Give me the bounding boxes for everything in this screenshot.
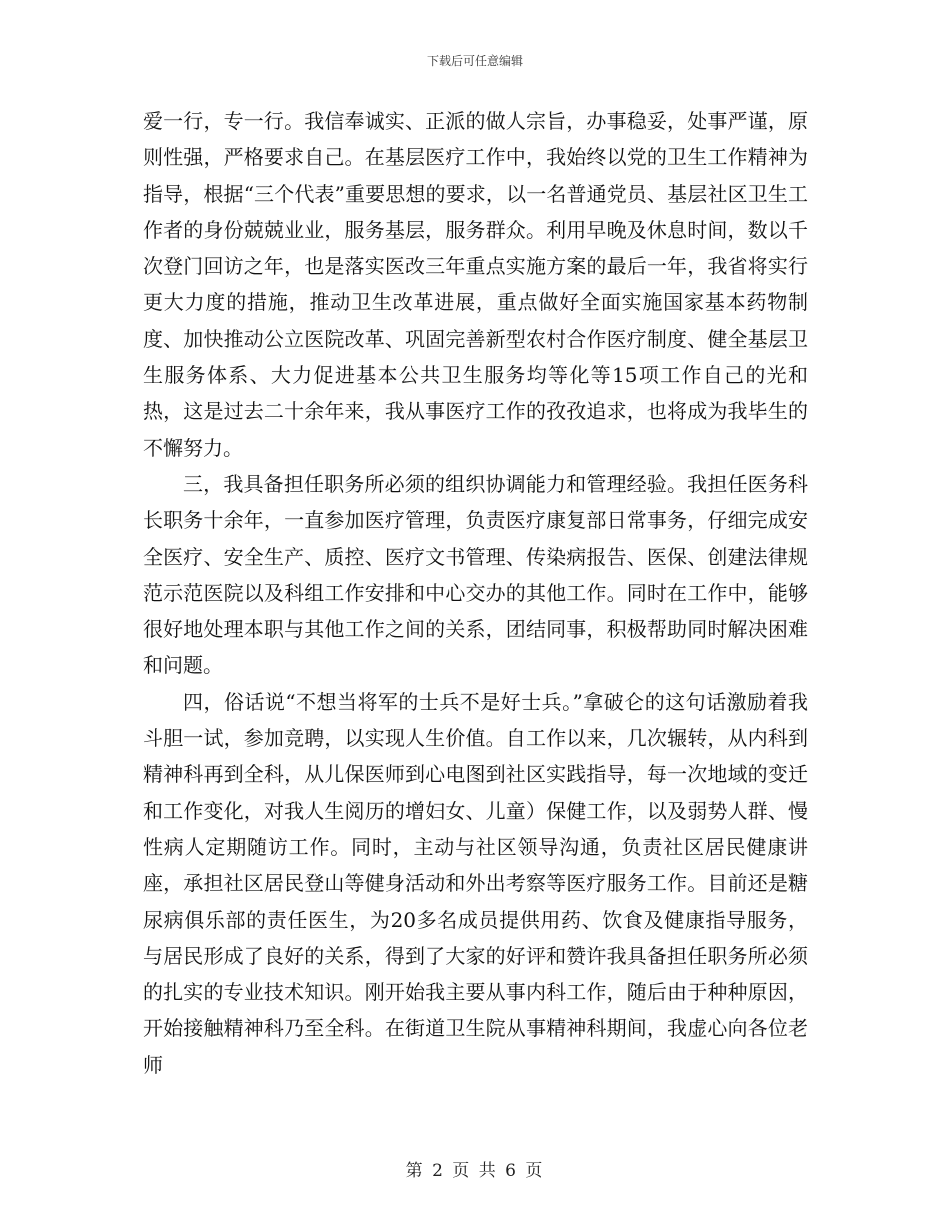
- paragraph-2: 三，我具备担任职务所必须的组织协调能力和管理经验。我担任医务科长职务十余年，一直参加医疗管理，负责医疗康复部日常事务，仔细完成安全医疗、安全生产、质控、医疗文书管理、传染病报告、医保、创建法律规范示范医院以及科组工作安排和中心交办的其他工作。同时在工作中，能够很好地处理本职与其他工作之间的关系，团结同事，积极帮助同时解决困难和问题。: [143, 471, 808, 678]
- page-header: 下载后可任意编辑: [426, 54, 523, 68]
- paragraph-1: 爱一行，专一行。我信奉诚实、正派的做人宗旨，办事稳妥，处事严谨，原则性强，严格要求自己。在基层医疗工作中，我始终以党的卫生工作精神为指导，根据“三个代表”重要思想的要求，以一名普通党员、基层社区卫生工作者的身份兢兢业业，服务基层，服务群众。利用早晚及休息时间，数以千次登门回访之年，也是落实医改三年重点实施方案的最后一年，我省将实行更大力度的措施，推动卫生改革进展，重点做好全面实施国家基本药物制度、加快推动公立医院改革、巩固完善新型农村合作医疗制度、健全基层卫生服务体系、大力促进基本公共卫生服务均等化等15项工作自己的光和热，这是过去二十余年来，我从事医疗工作的孜孜追求，也将成为我毕生的不懈努力。: [143, 109, 808, 460]
- page-footer: 第 2 页 共 6 页: [405, 1161, 545, 1181]
- paragraph-3: 四，俗话说“不想当将军的士兵不是好士兵。”拿破仑的这句话激励着我斗胆一试，参加竞聘，以实现人生价值。自工作以来，几次辗转，从内科到精神科再到全科，从儿保医师到心电图到社区实践指导，每一次地域的变迁和工作变化，对我人生阅历的增妇女、儿童）保健工作，以及弱势人群、慢性病人定期随访工作。同时，主动与社区领导沟通，负责社区居民健康讲座，承担社区居民登山等健身活动和外出考察等医疗服务工作。目前还是糖尿病俱乐部的责任医生，为20多名成员提供用药、饮食及健康指导服务，与居民形成了良好的关系，得到了大家的好评和赞许我具备担任职务所必须的扎实的专业技术知识。刚开始我主要从事内科工作，随后由于种种原因，开始接触精神科乃至全科。在街道卫生院从事精神科期间，我虚心向各位老师: [143, 689, 808, 1077]
- document-body: [143, 103, 808, 1083]
